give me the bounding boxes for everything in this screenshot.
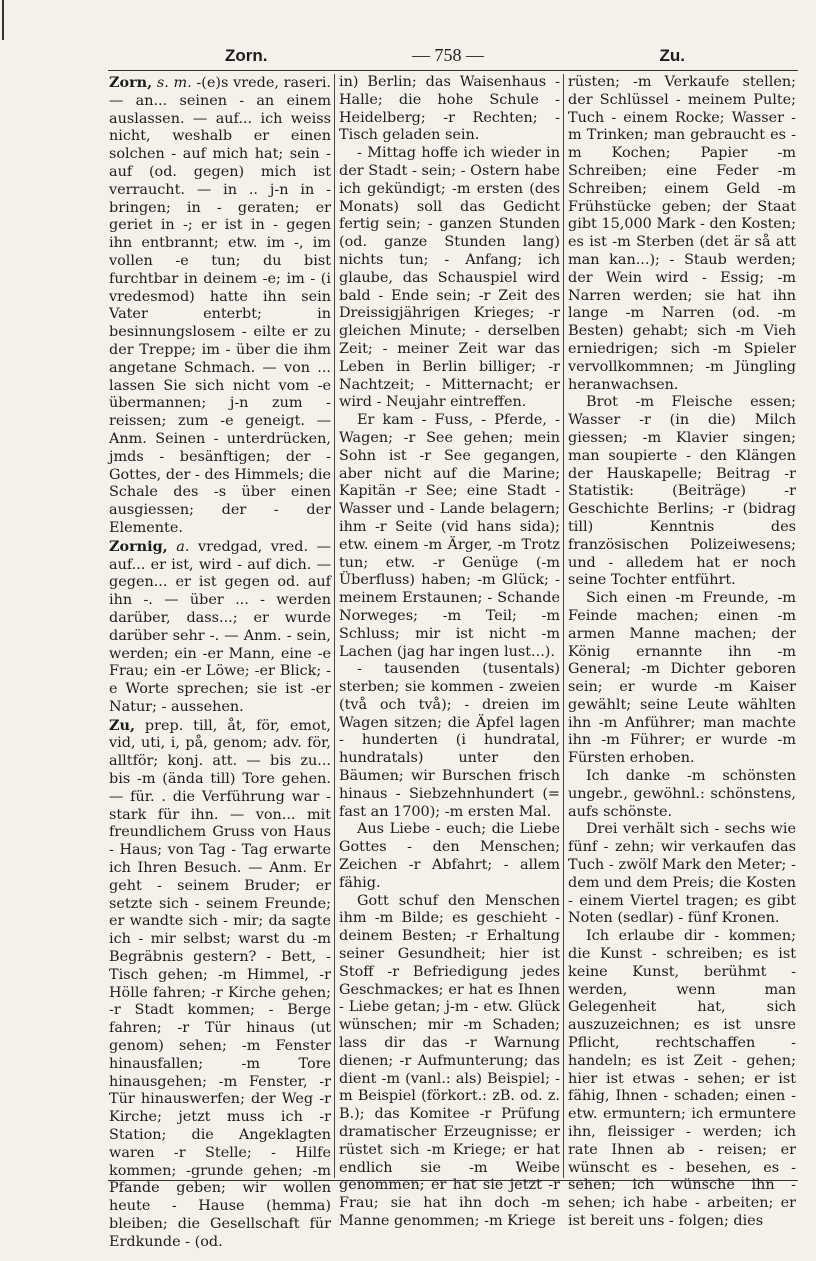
entry-text-zorn: -(e)s vrede, raseri. — an... seinen - an einem auslassen. — auf... ich weiss nicht, weshalb er einen solchen - auf mich hat; sein - auf (od. gegen) mich ist verraucht. — in .. j-n in - bringen; in - geraten; er geriet in -; er ist in - gegen ihn entbrannt; etw. im -, im vollen -e tun; du bist furchtbar in deinem -e; im - (i vredesmod) hatte ihn sein Vater enterbt; in besinnungslosem - eilte er zu der Treppe; im - über die ihm angetane Schmach. — von ... lassen Sie sich nicht vom -e übermannen; j-n zum - reissen; zum -e geneigt. — Anm. Seinen - unterdrücken, jmds - besänftigen; der - Gottes, der - des Himmels; die Schale des -s über einen ausgiessen; der - der Elemente.	[109, 75, 331, 536]
page-edge-mark	[2, 0, 4, 40]
paragraph: Brot -m Fleische essen; Wasser -r (in die) Milch giessen; -m Klavier singen; man soupierte - den Klängen der Hauskapelle; Beitrag -r Statistik: (Beiträge) -r Geschichte Berlins; -r (bidrag till) Kenntnis des französischen Polizeiwesens; und - alledem hat er noch seine Tochter entführt.	[568, 394, 796, 589]
paragraph: Ich danke -m schönsten ungebr., gewöhnl.: schönstens, aufs schönste.	[568, 768, 796, 820]
entry-text-zornig: vredgad, vred. — auf... er ist, wird - auf dich. — gegen... er ist gegen od. auf ihn -. — über ... - werden darüber, dass...; er wurde darüber sehr -. — Anm. - sein, werden; ein -er Mann, eine -e Frau; ein -er Löwe; -er Blick; -e Worte sprechen; sie ist -er Natur; - aussehen.	[109, 538, 332, 715]
paragraph: Drei verhält sich - sechs wie fünf - zehn; wir verkaufen das Tuch - zwölf Mark den Meter; -dem und dem Preis; die Kosten - einem Viertel tragen; es gibt Noten (sedlar) - fünf Kronen.	[568, 821, 796, 927]
grammar-zornig: a.	[176, 538, 190, 555]
paragraph: Gott schuf den Menschen ihm -m Bilde; es geschieht - deinem Besten; -r Erhaltung seiner Gesundheit; hier ist Stoff -r Befriedigung jedes Geschmackes; er hat es Ihnen - Liebe getan; j-m - etw. Glück wünschen; mir -m Schaden; lass dir das -r Warnung dienen; -r Aufmunterung; das dient -m (vanl.: als) Beispiel; -m Beispiel (förkort.: zB. od. z. B.); das Komitee -r Prüfung dramatischer Erzeugnisse; er rüstet sich -m Kriege; er hat endlich sie -m Weibe genommen; er hat sie jetzt -r Frau; sie hat ihn doch -m Manne genommen; -m Kriege	[339, 892, 560, 1229]
headword-zorn: Zorn,	[109, 74, 153, 91]
paragraph: Sich einen -m Freunde, -m Feinde machen; einen -m armen Manne machen; der König ernannte ihn -m General; -m Dichter geboren sein; er wurde -m Kaiser gewählt; seine Leute wählten ihn -m Anführer; man machte ihn -m Führer; er wurde -m Fürsten erhoben.	[568, 590, 796, 767]
column-divider	[334, 74, 335, 1178]
paragraph: Er kam - Fuss, - Pferde, - Wagen; -r See gehen; mein Sohn ist -r See gegangen, aber nicht auf die Marine; Kapitän -r See; eine Stadt - Wasser und - Lande belagern; ihm -r Seite (vid hans sida); etw. einem -m Ärger, -m Trotz tun; etw. -r Genüge (-m Überfluss) haben; -m Glück; - meinem Erstaunen; - Schande Norweges; -m Teil; -m Schluss; mir ist nicht -m Lachen (jag har ingen lust...).	[339, 412, 560, 660]
headword-zornig: Zornig,	[109, 537, 168, 555]
paragraph: rüsten; -m Verkaufe stellen; der Schlüssel - meinem Pulte; Tuch - einem Rocke; Wasser -m Trinken; man gebraucht es -m Kochen; Papier -m Schreiben; eine Feder -m Schreiben; einem Geld -m Frühstücke geben; der Staat gibt 15,000 Mark - den Kosten; es ist -m Sterben (det är så att man kan...); - Staub werden; der Wein wird - Essig; -m Narren werden; sie hat ihn lange -m Narren (od. -m Besten) gehabt; sich -m Vieh erniedrigen; sich -m Spieler vervollkommnen; -m Jüngling heranwachsen.	[568, 74, 796, 393]
column-2	[339, 74, 560, 1229]
page-number: — 758 —	[412, 45, 484, 65]
paragraph: - Mittag hoffe ich wieder in der Stadt - sein; - Ostern habe ich gekündigt; -m ersten (des Monats) soll das Gedicht fertig sein; - ganzen Stunden (od. ganze Stunden lang) nichts tun; - Anfang; ich glaube, das Schauspiel wird bald - Ende sein; -r Zeit des Dreissigjährigen Krieges; -r gleichen Minute; - derselben Zeit; - meiner Zeit war das Leben in Berlin billiger; -r Nachtzeit; - Mitternacht; er wird - Neujahr eintreffen.	[339, 145, 560, 411]
left-guide-word: Zorn.	[225, 46, 268, 65]
paragraph: Aus Liebe - euch; die Liebe Gottes - den Menschen; Zeichen -r Abfahrt; - allem fähig.	[339, 821, 560, 891]
entry-text-zu: prep. till, åt, för, emot, vid, uti, i, på, genom; adv. för, alltför; konj. att. — bis zu... bis -m (ända till) Tore gehen. — für. . die Verführung war - stark für ihn. — von... mit freundlichem Gruss von Haus - Haus; von Tag - Tag erwarte ich Ihren Besuch. — Anm. Er geht - seinem Bruder; er setzte sich - seinem Freunde; er wandte sich - mir; da sagte ich - mir selbst; warst du -m Begräbnis gestern? - Bett, - Tisch gehen; -m Himmel, -r Hölle fahren; -r Kirche gehen; -r Stadt kommen; - Berge fahren; -r Tür hinaus (ut genom) sehen; -m Fenster hinausfallen; -m Tore hinausgehen; -m Fenster, -r Tür hinauswerfen; der Weg -r Kirche; jetzt muss ich -r Station; die Angeklagten waren -r Stelle; - Hilfe kommen; -grunde gehen; -m Pfande geben; wir wollen heute - Hause (hemma) bleiben; die Gesellschaft für Erdkunde - (od.	[109, 717, 332, 1250]
grammar-zorn: s. m.	[156, 75, 192, 91]
headword-zu: Zu,	[109, 716, 135, 734]
column-divider	[563, 74, 564, 1178]
right-guide-word: Zu.	[659, 46, 685, 65]
footer-rule	[108, 1180, 798, 1181]
entry-zu	[109, 717, 331, 1252]
paragraph: Ich erlaube dir - kommen; die Kunst - schreiben; es ist keine Kunst, berühmt - werden, wenn man Gelegenheit hat, sich auszuzeichnen; es ist unsre Pflicht, rechtschaffen - handeln; es ist Zeit - gehen; hier ist etwas - sehen; er ist fähig, Ihnen - schaden; einen - etw. ermuntern; ich ermuntere ihn, fleissiger - werden; ich rate Ihnen ab - reisen; er wünscht es - besehen, es - sehen; ich wünsche ihn - sehen; ich habe - arbeiten; er ist bereit uns - folgen; dies	[568, 928, 796, 1229]
entry-zorn	[109, 74, 331, 538]
paragraph: in) Berlin; das Waisenhaus - Halle; die hohe Schule - Heidelberg; -r Rechten; - Tisch geladen sein.	[339, 74, 560, 144]
header-rule	[108, 70, 798, 71]
column-3	[568, 74, 796, 1229]
entry-zornig	[109, 538, 331, 717]
column-1	[109, 74, 332, 1250]
paragraph: - tausenden (tusentals) sterben; sie kommen - zweien (två och två); - dreien im Wagen sitzen; die Äpfel lagen - hunderten (i hundratal, hundratals) unter den Bäumen; wir Burschen frisch hinaus - Siebzehnhundert (= fast an 1700); -m ersten Mal.	[339, 661, 560, 820]
running-header	[100, 40, 685, 68]
